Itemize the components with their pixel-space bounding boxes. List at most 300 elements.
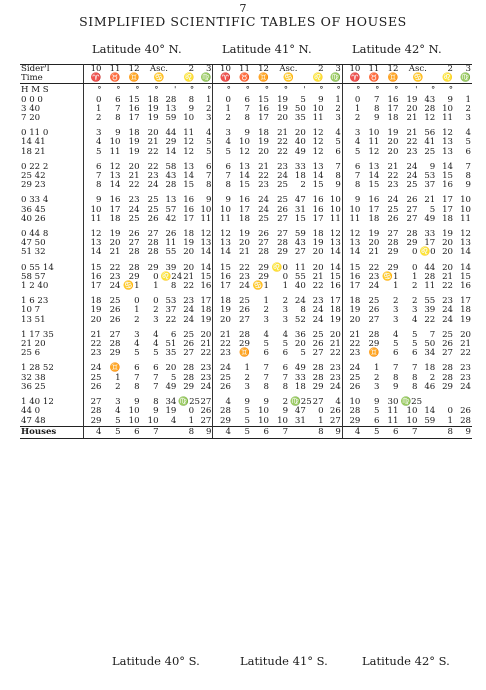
house-cusp-cell: 43 <box>165 171 177 182</box>
house-cusp-cell: 24 <box>406 171 418 182</box>
house-cusp-cell: 23 <box>406 146 418 157</box>
house-cusp-cell: 28 <box>277 238 289 249</box>
house-cusp-cell: 11 <box>294 262 306 273</box>
house-cusp-cell: 26 <box>258 229 269 240</box>
house-cusp-cell: 22 <box>147 161 159 172</box>
house-cusp-cell: 28 <box>424 103 436 114</box>
house-cusp-cell: 12 <box>183 146 195 157</box>
house-cusp-cell: 26 <box>109 314 121 325</box>
house-cusp-cell: 19 <box>165 406 177 417</box>
cancer-sign-icon: ♋ <box>270 74 307 84</box>
house-number-footer-cell <box>289 426 307 438</box>
house-cusp-cell: 20 <box>406 103 418 114</box>
leo-sign-icon: ♌ <box>436 74 454 84</box>
house-cusp-cell: 9 <box>115 128 121 139</box>
house-cusp-cell: 14 <box>342 248 361 257</box>
house-cusp-cell: 25 <box>406 180 418 191</box>
house-cusp-cell: 16 <box>183 204 195 215</box>
house-cusp-cell: 11 <box>424 281 436 292</box>
house-cusp-cell: 27 <box>406 213 418 224</box>
house-header: 2 <box>436 65 454 75</box>
house-cusp-cell: 29 <box>165 137 177 148</box>
sidereal-time-cell: 32 38 <box>20 374 83 383</box>
house-cusp-cell: 8 <box>373 103 380 114</box>
house-cusp-cell: 7 <box>373 94 380 105</box>
house-cusp-cell: 24 <box>183 305 195 316</box>
house-cusp-cell: 18 <box>213 297 232 306</box>
house-cusp-cell: 15 <box>200 271 212 282</box>
house-cusp-cell: 22 <box>442 281 454 292</box>
sidereal-time-cell: 3 40 <box>20 105 83 114</box>
house-cusp-cell: 14 <box>183 171 195 182</box>
house-cusp-cell: 0 <box>188 406 195 417</box>
house-cusp-cell: 12 <box>312 128 324 139</box>
zodiac-sign-header-row <box>20 74 472 84</box>
house-cusp-cell: 4 <box>335 397 341 408</box>
house-cusp-cell: 37 <box>165 305 177 316</box>
house-cusp-cell: 2 <box>263 305 269 316</box>
virgo-sign-icon: ♍ <box>325 74 343 84</box>
house-cusp-cell: 29 <box>239 339 250 350</box>
house-cusp-cell: 19 <box>200 314 212 325</box>
house-number-footer-cell: 9 <box>454 426 472 438</box>
house-cusp-cell: 22 <box>342 340 361 349</box>
house-cusp-cell: 17 <box>460 296 471 307</box>
sidereal-time-cell: 0 44 8 <box>20 230 83 239</box>
house-cusp-cell: 5 <box>96 146 102 157</box>
house-cusp-cell: 13 <box>442 137 454 148</box>
house-cusp-cell: 12 <box>90 229 102 240</box>
house-cusp-cell: 52 <box>294 314 306 325</box>
unit-row <box>20 84 472 96</box>
house-cusp-cell: 22 <box>213 340 232 349</box>
house-cusp-cell: 3 <box>282 305 289 316</box>
house-cusp-cell: 10 <box>213 206 232 215</box>
house-cusp-cell: 24 <box>329 381 341 392</box>
house-cusp-cell: 4 <box>213 138 232 147</box>
house-cusp-cell: 4 <box>342 138 361 147</box>
house-cusp-cell: 13 <box>183 161 195 172</box>
house-cusp-cell: 17 <box>90 281 102 292</box>
house-number-footer-cell: 8 <box>177 426 195 438</box>
house-cusp-cell: 18 <box>90 296 102 307</box>
house-cusp-cell: 3 <box>134 329 140 340</box>
house-cusp-cell: 20 <box>329 329 341 340</box>
house-cusp-cell: 22 <box>258 171 269 182</box>
house-cusp-cell: 9 <box>392 381 399 392</box>
house-cusp-cell: 1 <box>373 363 380 374</box>
house-cusp-cell: 24 <box>312 314 324 325</box>
house-cusp-cell: 10 <box>460 204 471 215</box>
house-cusp-cell: 15 <box>460 271 471 282</box>
house-cusp-cell: 19 <box>147 113 159 124</box>
house-cusp-cell: 19 <box>406 94 418 105</box>
house-cusp-cell: 1 <box>188 415 195 426</box>
house-header: 10 <box>342 65 361 75</box>
ascendant-header: Asc. <box>270 65 307 75</box>
house-cusp-cell: 4 <box>335 128 341 139</box>
house-cusp-cell: 27 <box>147 229 159 240</box>
house-cusp-cell: 11 <box>387 406 399 417</box>
house-cusp-cell: 4 <box>134 339 140 350</box>
house-cusp-cell: 15 <box>312 180 324 191</box>
house-cusp-cell: 8 <box>282 381 289 392</box>
house-cusp-cell: 43 <box>294 238 306 249</box>
house-cusp-cell: 24 <box>442 305 454 316</box>
house-number-footer-cell: 6 <box>251 426 270 438</box>
sidereal-time-cell: 40 26 <box>20 215 83 224</box>
house-header: 11 <box>103 65 122 75</box>
house-cusp-cell: 22 <box>128 180 140 191</box>
house-cusp-cell: 26 <box>90 381 102 392</box>
house-cusp-cell: 10 <box>258 415 269 426</box>
house-cusp-cell: 25 <box>147 204 159 215</box>
house-cusp-cell: 20 <box>277 113 289 124</box>
house-cusp-cell: 13 <box>200 238 212 249</box>
house-cusp-cell: 15 <box>342 264 361 273</box>
house-cusp-cell: 20 <box>147 128 159 139</box>
house-cusp-cell: 49 <box>294 363 306 374</box>
house-cusp-cell: 20 <box>368 238 380 249</box>
house-cusp-cell: 0 <box>318 406 324 417</box>
house-cusp-cell: 25 <box>213 374 232 383</box>
house-cusp-cell: 16 <box>329 281 341 292</box>
house-cusp-cell: 1 <box>282 281 289 292</box>
house-cusp-cell: 17 <box>368 204 380 215</box>
house-cusp-cell: 5 <box>373 406 380 417</box>
house-cusp-cell: 5 <box>134 348 140 359</box>
house-cusp-cell: 18 <box>294 381 306 392</box>
house-number-footer-cell <box>418 426 436 438</box>
house-cusp-cell: 2 <box>412 296 418 307</box>
house-cusp-cell: 14 <box>424 406 436 417</box>
house-cusp-cell: 24 <box>460 381 471 392</box>
house-cusp-cell: 18 <box>147 94 159 105</box>
house-cusp-cell: 28 <box>147 238 159 249</box>
house-cusp-cell: 14 <box>239 171 250 182</box>
house-cusp-cell: 11 <box>460 213 471 224</box>
house-cusp-cell: ♋1 <box>252 281 269 292</box>
table-row <box>20 248 472 257</box>
house-cusp-cell: 22 <box>387 171 399 182</box>
house-cusp-cell: 43 <box>424 94 436 105</box>
house-cusp-cell: 29 <box>442 381 454 392</box>
house-cusp-cell: 19 <box>128 137 140 148</box>
sidereal-time-label: Sider'l <box>20 65 83 75</box>
unit-cell: ' <box>303 85 306 96</box>
house-cusp-cell: 7 <box>335 161 341 172</box>
house-cusp-cell: 7 <box>465 161 471 172</box>
virgo-sign-icon: ♍ <box>195 74 213 84</box>
house-cusp-cell: 23 <box>329 363 341 374</box>
house-cusp-cell: 3 <box>412 305 418 316</box>
house-cusp-cell: 14 <box>165 146 177 157</box>
house-cusp-cell: 2 <box>465 103 471 114</box>
house-cusp-cell: 10 <box>147 415 159 426</box>
house-cusp-cell: 3 <box>282 314 289 325</box>
house-cusp-cell: 39 <box>165 262 177 273</box>
house-cusp-cell: 59 <box>165 113 177 124</box>
house-cusp-cell: 29 <box>213 417 232 427</box>
house-cusp-cell: 8 <box>244 113 250 124</box>
house-cusp-cell: ♊ <box>109 363 121 374</box>
house-cusp-cell: 27 <box>387 229 399 240</box>
house-cusp-cell: 20 <box>387 146 399 157</box>
house-cusp-cell: 25 <box>183 329 195 340</box>
house-cusp-cell: 26 <box>442 339 454 350</box>
sidereal-time-cell: 21 20 <box>20 340 83 349</box>
house-cusp-cell: 34 <box>165 397 177 408</box>
house-cusp-cell: 20 <box>183 262 195 273</box>
house-cusp-cell: 5 <box>412 339 418 350</box>
house-cusp-cell: 18 <box>387 113 399 124</box>
house-cusp-cell: 35 <box>165 348 177 359</box>
house-cusp-cell: 27 <box>200 397 212 408</box>
house-cusp-cell: 7 <box>392 363 399 374</box>
house-cusp-cell: 23 <box>128 195 140 206</box>
house-cusp-cell: 20 <box>442 238 454 249</box>
house-cusp-cell: 6 <box>213 163 232 172</box>
house-cusp-cell: 0 <box>447 406 454 417</box>
house-cusp-cell: 9 <box>213 196 232 205</box>
house-cusp-cell: 28 <box>258 247 269 258</box>
house-number-footer-cell: 9 <box>195 426 213 438</box>
sidereal-time-cell: 1 6 23 <box>20 297 83 306</box>
house-cusp-cell: 29 <box>277 247 289 258</box>
house-cusp-cell: 27 <box>183 348 195 359</box>
house-cusp-cell: 10 <box>109 137 121 148</box>
house-cusp-cell: 8 <box>300 305 306 316</box>
house-cusp-cell: 27 <box>294 247 306 258</box>
house-cusp-cell: 25 <box>312 329 324 340</box>
house-cusp-cell: 4 <box>412 314 418 325</box>
house-cusp-cell: 10 <box>368 128 380 139</box>
house-cusp-cell: 26 <box>128 229 140 240</box>
house-number-footer-cell: 7 <box>141 426 160 438</box>
house-cusp-cell: 10 <box>329 195 341 206</box>
house-cusp-cell: 10 <box>460 195 471 206</box>
house-cusp-cell: 20 <box>442 247 454 258</box>
house-cusp-cell: 9 <box>373 397 380 408</box>
ascendant-header: Asc. <box>141 65 178 75</box>
house-cusp-cell: 8 <box>115 113 121 124</box>
house-cusp-cell: 2 <box>282 296 289 307</box>
leo-sign-icon: ♌ <box>177 74 195 84</box>
house-cusp-cell: 35 <box>294 113 306 124</box>
house-cusp-cell: 18 <box>128 128 140 139</box>
house-cusp-cell: 1 <box>115 372 121 383</box>
house-cusp-cell: 24 <box>294 296 306 307</box>
table-row <box>20 383 472 392</box>
unit-cell: ° <box>207 85 212 96</box>
table-row <box>20 148 472 157</box>
house-cusp-cell: 18 <box>442 213 454 224</box>
house-cusp-cell: 25 <box>342 374 361 383</box>
house-cusp-cell: 18 <box>368 213 380 224</box>
unit-cell: ° <box>154 85 159 96</box>
leo-sign-icon: ♌ <box>307 74 325 84</box>
house-cusp-cell: 9 <box>342 196 361 205</box>
house-cusp-cell: 23 <box>460 372 471 383</box>
house-cusp-cell: 12 <box>329 229 341 240</box>
house-cusp-cell: 11 <box>342 215 361 224</box>
house-cusp-cell: 18 <box>312 229 324 240</box>
house-cusp-cell: 6 <box>263 348 269 359</box>
house-cusp-cell: 8 <box>412 372 418 383</box>
house-cusp-cell: 15 <box>128 94 140 105</box>
house-cusp-cell: 27 <box>312 397 324 408</box>
house-cusp-cell: 25 <box>258 213 269 224</box>
house-cusp-cell: 28 <box>312 363 324 374</box>
house-number-footer-cell: 4 <box>83 426 102 438</box>
house-cusp-cell: 28 <box>109 339 121 350</box>
house-cusp-cell: 5 <box>392 339 399 350</box>
house-cusp-cell: 49 <box>294 146 306 157</box>
latitude-41s-label: Latitude 41° S. <box>240 654 328 668</box>
house-cusp-cell: ♌0 <box>271 262 289 273</box>
house-cusp-cell: 2 <box>205 103 212 114</box>
house-number-footer-cell: 8 <box>307 426 325 438</box>
house-cusp-cell: 28 <box>128 247 140 258</box>
house-cusp-cell: 8 <box>153 397 159 408</box>
cancer-sign-icon: ♋ <box>141 74 178 84</box>
house-cusp-cell: 26 <box>329 406 341 417</box>
house-cusp-cell: 28 <box>424 271 436 282</box>
house-cusp-cell: 29 <box>387 262 399 273</box>
house-cusp-cell: 21 <box>109 247 121 258</box>
house-cusp-cell: 27 <box>312 348 324 359</box>
house-cusp-cell: 18 <box>424 363 436 374</box>
house-cusp-cell: 13 <box>109 171 121 182</box>
house-cusp-cell: 13 <box>342 239 361 248</box>
house-cusp-cell: ♋1 <box>382 271 399 282</box>
house-cusp-cell: 23 <box>183 296 195 307</box>
house-cusp-cell: 5 <box>213 148 232 157</box>
house-cusp-cell: 4 <box>263 329 269 340</box>
house-cusp-cell: 8 <box>412 381 418 392</box>
house-cusp-cell: 4 <box>170 415 177 426</box>
house-cusp-cell: 4 <box>153 339 159 350</box>
aries-sign-icon: ♈ <box>213 74 232 84</box>
house-cusp-cell: 9 <box>205 195 212 206</box>
house-cusp-cell: 25 <box>109 296 121 307</box>
house-cusp-cell: 12 <box>368 146 380 157</box>
house-cusp-cell: 9 <box>373 113 380 124</box>
house-cusp-cell: 11 <box>109 146 121 157</box>
house-cusp-cell: 15 <box>239 180 250 191</box>
house-cusp-cell: 4 <box>465 128 471 139</box>
house-cusp-cell: 22 <box>200 348 212 359</box>
house-cusp-cell: 33 <box>424 229 436 240</box>
sidereal-time-cell: 47 48 <box>20 417 83 427</box>
house-cusp-cell: 28 <box>312 372 324 383</box>
house-cusp-cell: 53 <box>165 296 177 307</box>
house-cusp-cell: 12 <box>183 137 195 148</box>
house-cusp-cell: 6 <box>412 348 418 359</box>
house-cusp-cell: 20 <box>442 262 454 273</box>
house-cusp-cell: 22 <box>147 146 159 157</box>
house-cusp-cell: 22 <box>277 146 289 157</box>
house-cusp-cell: 49 <box>165 381 177 392</box>
house-cusp-cell: 53 <box>424 171 436 182</box>
house-cusp-cell: 19 <box>387 128 399 139</box>
house-cusp-cell: 20 <box>294 128 306 139</box>
cancer-sign-icon: ♋ <box>399 74 436 84</box>
house-cusp-cell: 24 <box>277 171 289 182</box>
house-cusp-cell: 6 <box>96 161 102 172</box>
house-cusp-cell: 17 <box>200 296 212 307</box>
house-cusp-cell: 15 <box>213 264 232 273</box>
house-cusp-cell: 5 <box>342 148 361 157</box>
house-cusp-cell: 19 <box>442 229 454 240</box>
house-cusp-cell: 24 <box>258 195 269 206</box>
house-cusp-cell: 0 <box>153 271 159 282</box>
house-cusp-cell: 23 <box>90 348 102 359</box>
house-cusp-cell: 15 <box>294 213 306 224</box>
house-cusp-cell: 3 <box>153 314 159 325</box>
house-cusp-cell: 19 <box>342 306 361 315</box>
house-cusp-cell: 2 <box>373 372 380 383</box>
house-cusp-cell: 20 <box>387 137 399 148</box>
house-cusp-cell: 28 <box>165 94 177 105</box>
house-cusp-cell: 16 <box>342 273 361 282</box>
house-cusp-cell: 9 <box>282 406 289 417</box>
house-cusp-cell: 19 <box>239 229 250 240</box>
house-cusp-cell: 10 <box>406 406 418 417</box>
house-cusp-cell: 24 <box>312 305 324 316</box>
unit-cell: ° <box>189 85 195 96</box>
house-cusp-cell: ♌0 <box>419 247 436 258</box>
house-cusp-cell: 29 <box>342 417 361 427</box>
sidereal-time-cell: 47 50 <box>20 239 83 248</box>
house-cusp-cell: 17 <box>387 103 399 114</box>
house-cusp-cell: 24 <box>239 281 250 292</box>
aries-sign-icon: ♈ <box>342 74 361 84</box>
house-cusp-cell: 0 <box>213 96 232 105</box>
house-cusp-cell: 4 <box>153 329 159 340</box>
house-cusp-cell: 1 <box>96 103 102 114</box>
house-cusp-cell: 19 <box>312 238 324 249</box>
house-cusp-cell: 3 <box>96 128 102 139</box>
house-header: 3 <box>195 65 213 75</box>
house-cusp-cell: 27 <box>406 204 418 215</box>
house-cusp-cell: 24 <box>342 364 361 373</box>
house-cusp-cell: 28 <box>442 372 454 383</box>
house-cusp-cell: 2 <box>134 314 140 325</box>
house-cusp-cell: 16 <box>109 195 121 206</box>
house-cusp-cell: 4 <box>213 398 232 407</box>
house-cusp-cell: 24 <box>406 161 418 172</box>
house-cusp-cell: 26 <box>147 213 159 224</box>
house-number-footer-cell: 5 <box>361 426 380 438</box>
house-cusp-cell: 9 <box>244 397 250 408</box>
house-cusp-cell: 25 <box>128 213 140 224</box>
sidereal-time-cell: 1 40 12 <box>20 398 83 407</box>
house-cusp-cell: 15 <box>442 171 454 182</box>
house-cusp-cell: 3 <box>465 113 471 124</box>
house-cusp-cell: 26 <box>460 406 471 417</box>
house-cusp-cell: 21 <box>200 339 212 350</box>
house-cusp-cell: 14 <box>200 247 212 258</box>
house-cusp-cell: 8 <box>134 381 140 392</box>
house-cusp-cell: 24 <box>368 281 380 292</box>
house-cusp-cell: 5 <box>263 339 269 350</box>
house-cusp-cell: 10 <box>128 415 140 426</box>
house-cusp-cell: 7 <box>96 171 102 182</box>
house-cusp-cell: 3 <box>342 129 361 138</box>
sidereal-time-cell: 51 32 <box>20 248 83 257</box>
house-cusp-cell: 1 <box>153 281 159 292</box>
